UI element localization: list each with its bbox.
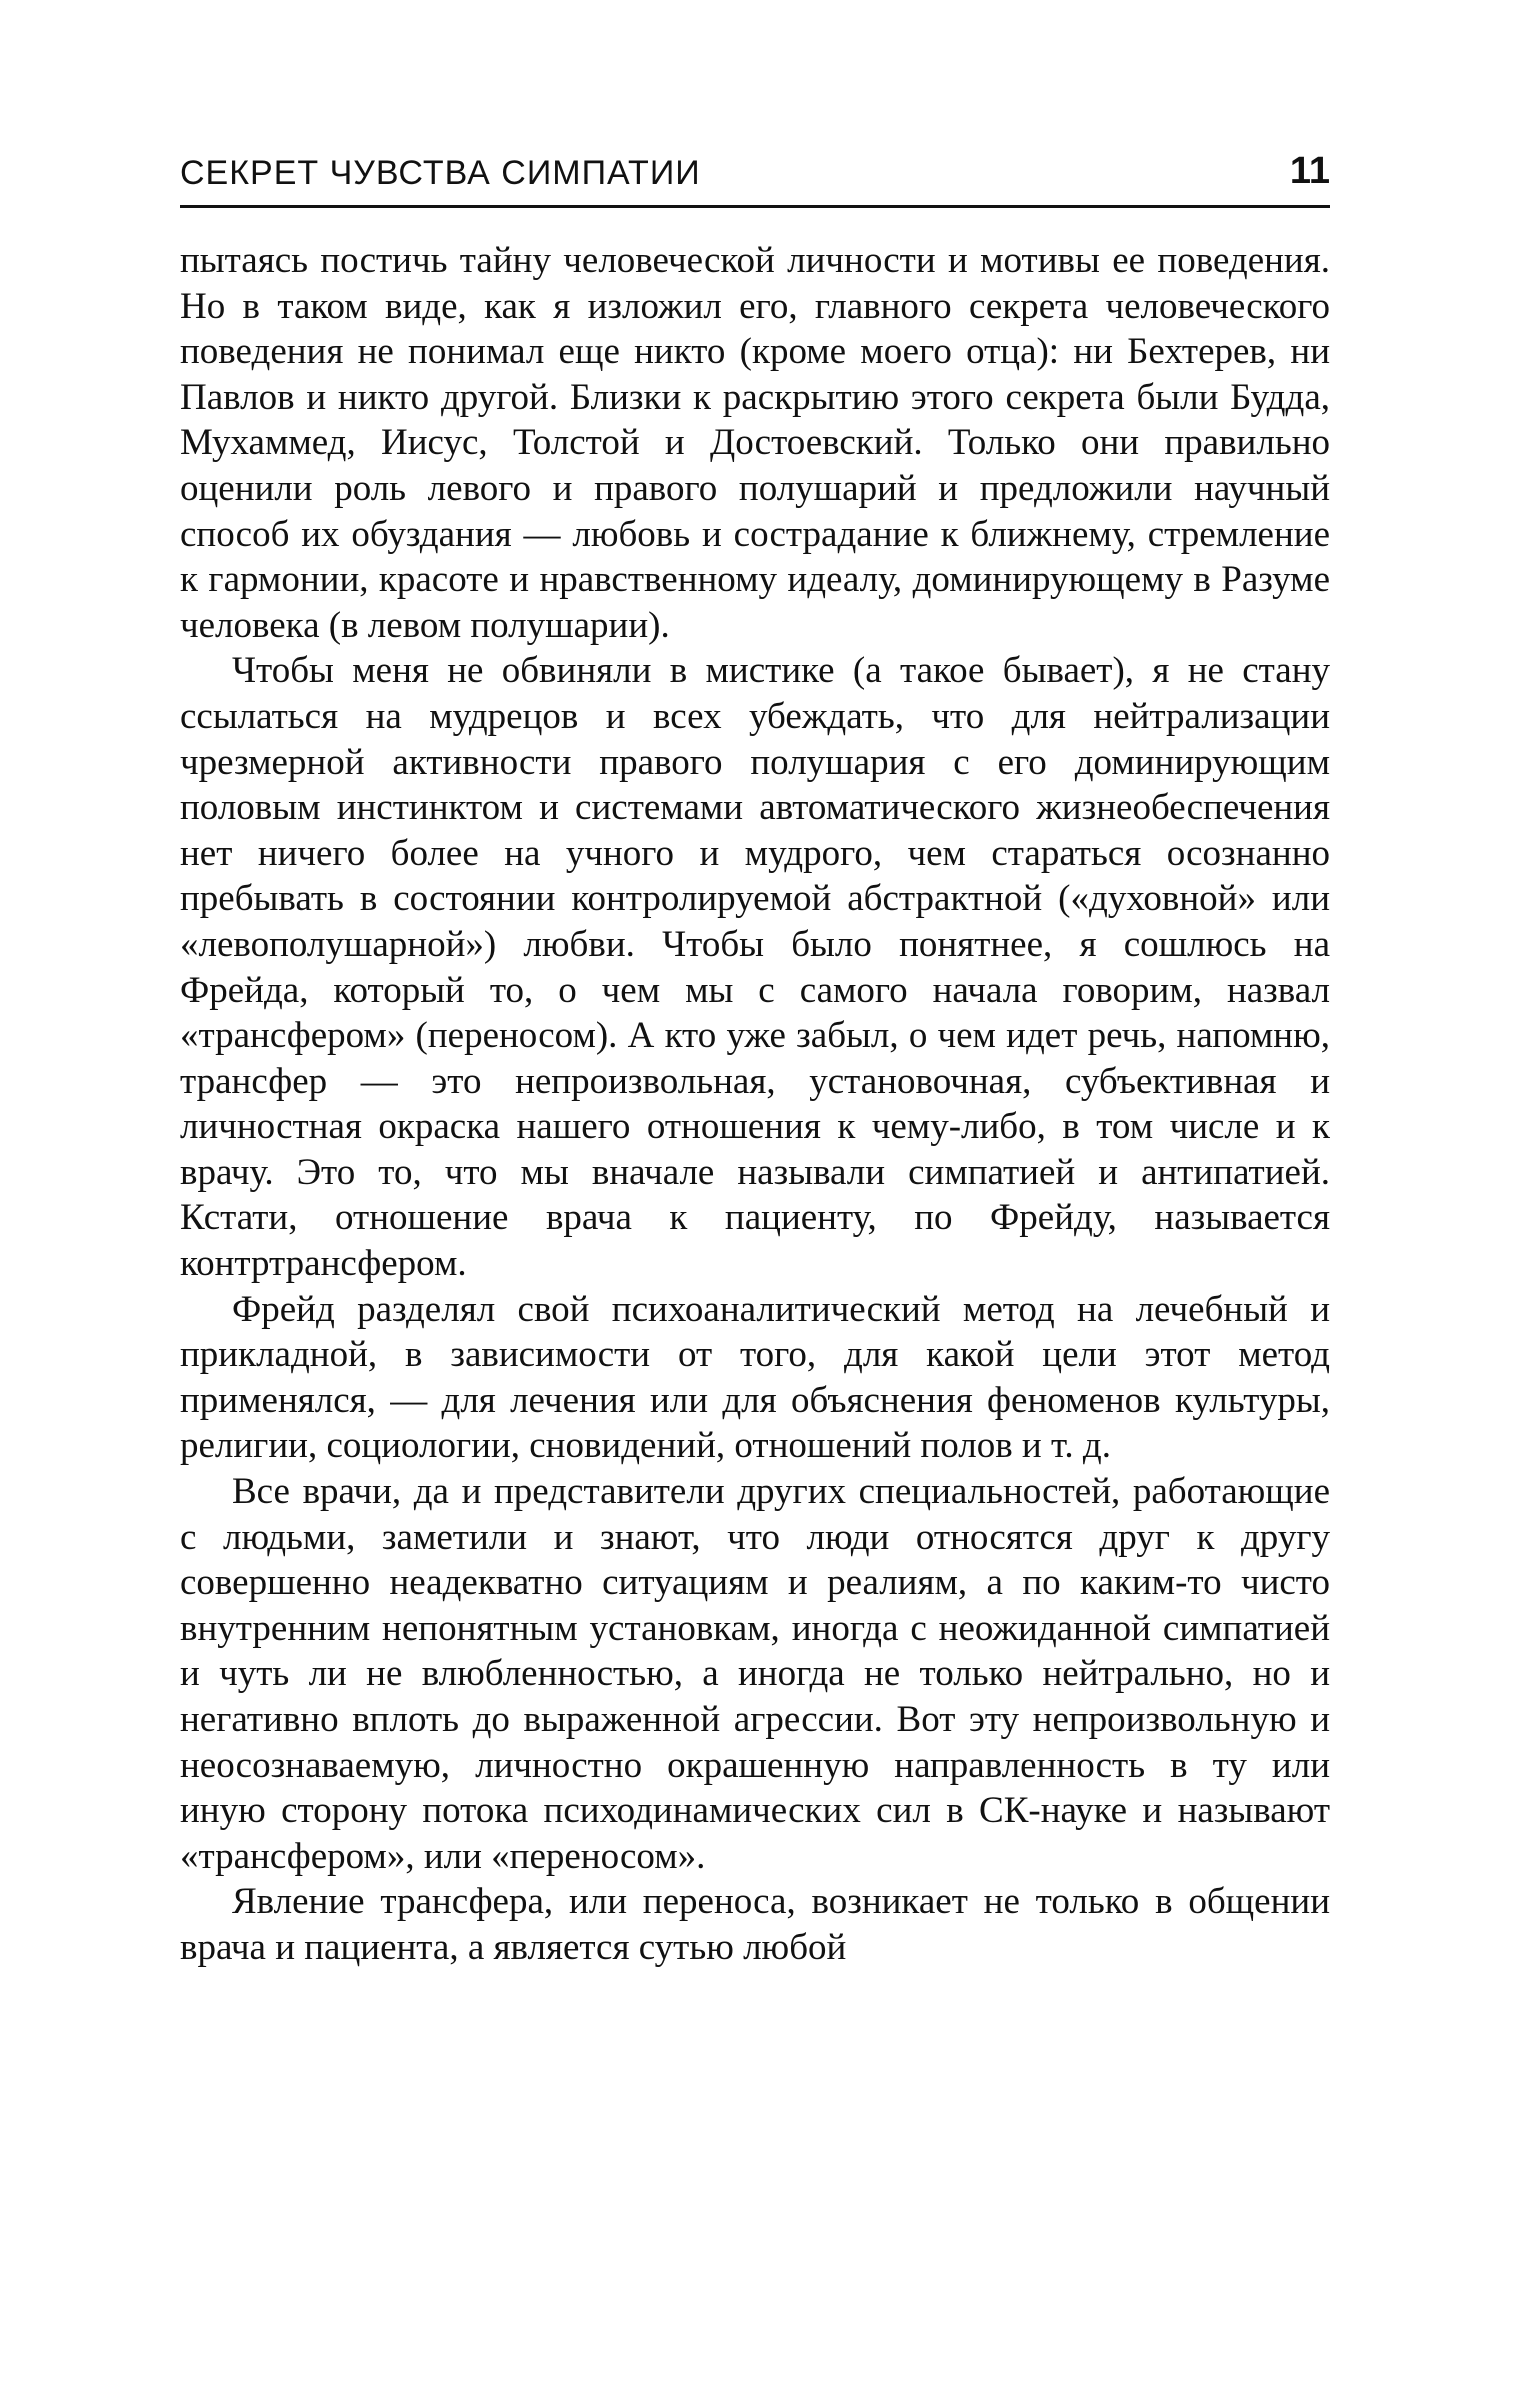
paragraph-1: пытаясь постичь тайну человеческой личности и мотивы ее поведения. Но в таком виде, как я изложил его, главного секрета человеческого поведения не понимал еще никто (кроме моего отца): ни Бехтерев, ни Павлов и никто другой. Близки к раскрытию этого секрета были Будда, Мухаммед, Иисус, Толстой и Достоевский. Только они правильно оценили роль левого и правого полушарий и предложили научный способ их обуздания — любовь и сострадание к ближнему, стремление к гармонии, красоте и нравственному идеалу, доминирующему в Разуме человека (в левом полушарии).: [180, 240, 1330, 646]
body-text: [180, 238, 1330, 1971]
page-number: 11: [1289, 150, 1330, 192]
paragraph-2: Чтобы меня не обвиняли в мистике (а такое бывает), я не стану ссылаться на мудрецов и всех убеждать, что для нейтрализации чрезмерной активности правого полушария с его доминирующим половым инстинктом и системами автоматического жизнеобеспечения нет ничего более на учного и мудрого, чем стараться осознанно пребывать в состоянии контролируемой абстрактной («духовной» или «левополушарной») любви. Чтобы было понятнее, я сошлюсь на Фрейда, который то, о чем мы с самого начала говорим, назвал «трансфером» (переносом). А кто уже забыл, о чем идет речь, напомню, трансфер — это непроизвольная, установочная, субъективная и личностная окраска нашего отношения к чему-либо, в том числе и к врачу. Это то, что мы вначале называли симпатией и антипатией. Кстати, отношение врача к пациенту, по Фрейду, называется контртрансфером.: [180, 650, 1330, 1285]
paragraph-4: Все врачи, да и представители других специальностей, работающие с людьми, заметили и знают, что люди относятся друг к другу совершенно неадекватно ситуациям и реалиям, а по каким-то чисто внутренним непонятным установкам, иногда с неожиданной симпатией и чуть ли не влюбленностью, а иногда не только нейтрально, но и негативно вплоть до выраженной агрессии. Вот эту непроизвольную и неосознаваемую, личностно окрашенную направленность в ту или иную сторону потока психодинамических сил в СК-науке и называют «трансфером», или «переносом».: [180, 1471, 1330, 1877]
running-header: [180, 150, 1330, 208]
book-page: [180, 150, 1330, 2300]
paragraph-5: Явление трансфера, или переноса, возникает не только в общении врача и пациента, а является сутью любой: [180, 1881, 1330, 1968]
paragraph-3: Фрейд разделял свой психоаналитический метод на лечебный и прикладной, в зависимости от того, для какой цели этот метод применялся, — для лечения или для объяснения феноменов культуры, религии, социологии, сновидений, отношений полов и т. д.: [180, 1288, 1330, 1467]
running-title: СЕКРЕТ ЧУВСТВА СИМПАТИИ: [180, 154, 701, 192]
